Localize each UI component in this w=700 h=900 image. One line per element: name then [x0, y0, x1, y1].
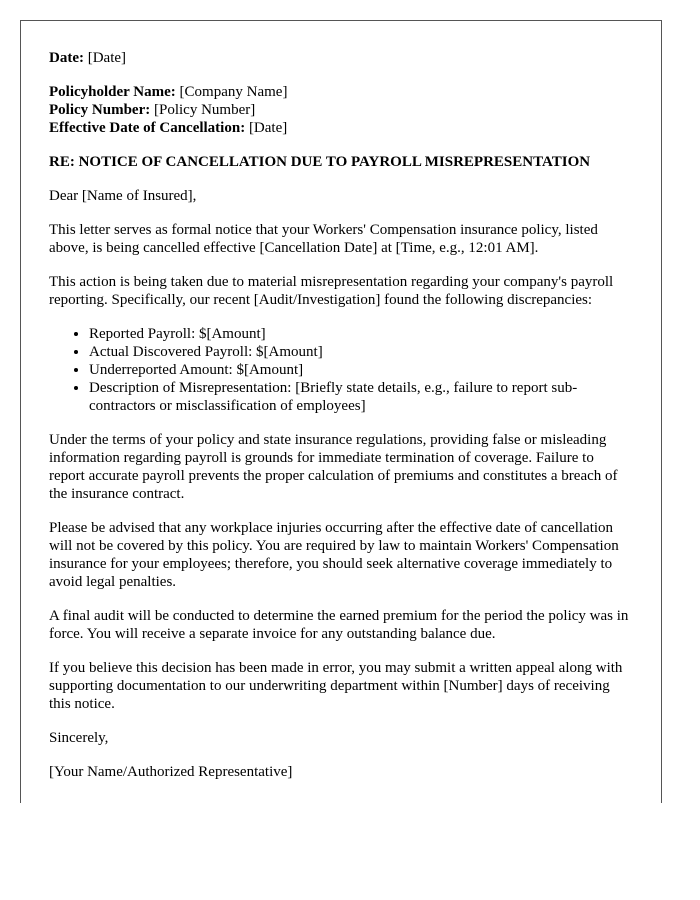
subject-text: RE: NOTICE OF CANCELLATION DUE TO PAYROLL MISREPRESENTATION	[49, 154, 591, 170]
policy-number-label: Policy Number:	[49, 102, 151, 118]
policy-number-value: [Policy Number]	[150, 102, 256, 118]
discrepancy-list	[49, 325, 633, 415]
subject-line	[49, 153, 633, 171]
date-line	[49, 49, 633, 67]
paragraph: If you believe this decision has been made in error, you may submit a written appeal along with supporting documentation to our underwriting department within [Number] days of receiving this notice.	[49, 660, 623, 712]
effective-date-value: [Date]	[245, 120, 288, 136]
date-value: [Date]	[83, 50, 127, 66]
paragraph: Under the terms of your policy and state insurance regulations, providing false or misleading information regarding payroll is grounds for immediate termination of coverage. Failure to report accurate payroll prevents the proper calculation of premiums and constitutes a breach of the insurance contract.	[49, 432, 618, 502]
date-label: Date:	[49, 50, 84, 66]
paragraph: A final audit will be conducted to determine the earned premium for the period the policy was in force. You will receive a separate invoice for any outstanding balance due.	[49, 608, 629, 642]
salutation: Dear [Name of Insured],	[49, 188, 197, 204]
holder-value: [Company Name]	[175, 84, 288, 100]
paragraph: This letter serves as formal notice that your Workers' Compensation insurance policy, listed above, is being cancelled effective [Cancellation Date] at [Time, e.g., 12:01 AM].	[49, 222, 598, 256]
paragraph: Please be advised that any workplace injuries occurring after the effective date of cancellation will not be covered by this policy. You are required by law to maintain Workers' Compensation insurance for your employees; therefore, you should seek alternative coverage immediately to avoid legal penalties.	[49, 520, 619, 590]
list-item: • Description of Misrepresentation: [Briefly state details, e.g., failure to report sub-contractors or misclassification of employees]	[89, 379, 633, 415]
letter-page	[20, 20, 662, 803]
paragraph: This action is being taken due to material misrepresentation regarding your company's payroll reporting. Specifically, our recent [Audit/Investigation] found the following discrepancies:	[49, 274, 614, 308]
list-item: • Underreported Amount: $[Amount]	[89, 361, 633, 379]
signature: [Your Name/Authorized Representative]	[49, 764, 293, 780]
effective-date-label: Effective Date of Cancellation:	[49, 120, 246, 136]
list-item: • Actual Discovered Payroll: $[Amount]	[89, 343, 633, 361]
policy-info	[49, 83, 633, 137]
list-item: • Reported Payroll: $[Amount]	[89, 325, 633, 343]
holder-label: Policyholder Name:	[49, 84, 176, 100]
closing: Sincerely,	[49, 730, 109, 746]
